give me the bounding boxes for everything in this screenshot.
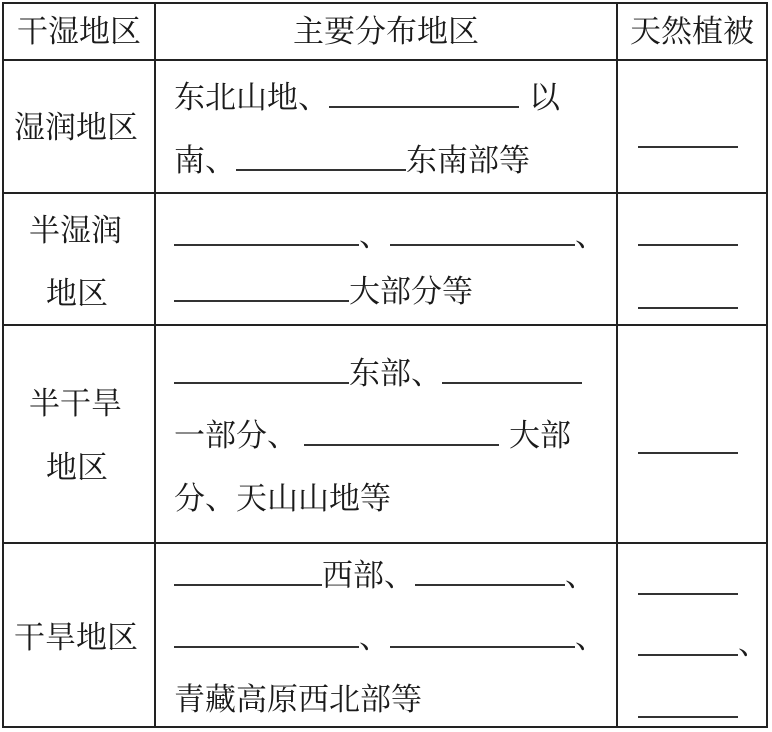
text: 、 <box>359 620 390 656</box>
distribution-line <box>174 416 571 456</box>
header-vegetation: 天然植被 <box>630 14 754 50</box>
text: 东部、 <box>349 356 442 392</box>
answer-blank[interactable] <box>236 143 406 171</box>
distribution-line <box>174 618 606 658</box>
region-subhumid: 地区 <box>46 276 108 312</box>
distribution-line <box>174 78 560 118</box>
text: 东南部等 <box>406 143 530 179</box>
vegetation-separator: 、 <box>738 626 769 662</box>
distribution-line <box>174 141 530 181</box>
vegetation-blank[interactable] <box>638 307 738 309</box>
vegetation-blank[interactable] <box>638 452 738 454</box>
answer-blank[interactable] <box>304 418 499 446</box>
answer-blank[interactable] <box>174 218 359 246</box>
vegetation-blank[interactable] <box>638 146 738 148</box>
distribution-line <box>174 556 596 596</box>
text: 西部、 <box>322 558 415 594</box>
answer-blank[interactable] <box>390 620 575 648</box>
row-divider <box>4 324 766 326</box>
answer-blank[interactable] <box>442 356 582 384</box>
vegetation-blank[interactable] <box>638 593 738 595</box>
column-divider <box>616 4 618 726</box>
text: 东北山地、 <box>174 80 329 116</box>
vegetation-blank[interactable] <box>638 244 738 246</box>
text: 南、 <box>174 143 236 179</box>
distribution-line <box>174 216 606 256</box>
text: 、 <box>575 620 606 656</box>
header-zone: 干湿地区 <box>17 14 141 50</box>
text: 青藏高原西北部等 <box>174 682 422 718</box>
distribution-line <box>174 354 582 394</box>
region-semiarid: 地区 <box>46 450 108 486</box>
text: 、 <box>565 558 596 594</box>
text: 大部分等 <box>349 274 473 310</box>
dryness-wetness-zones-table <box>2 2 768 728</box>
answer-blank[interactable] <box>390 218 575 246</box>
text: 大部 <box>509 418 571 454</box>
answer-blank[interactable] <box>174 620 359 648</box>
region-semiarid: 半干旱 <box>29 386 122 422</box>
distribution-line <box>174 479 391 519</box>
text: 分、天山山地等 <box>174 481 391 517</box>
row-divider <box>4 542 766 544</box>
text: 、 <box>359 218 390 254</box>
header-distribution: 主要分布地区 <box>293 14 479 50</box>
row-divider <box>4 192 766 194</box>
column-divider <box>154 4 156 726</box>
answer-blank[interactable] <box>174 558 322 586</box>
region-subhumid: 半湿润 <box>29 213 122 249</box>
vegetation-blank[interactable] <box>638 654 738 656</box>
distribution-line <box>174 272 473 312</box>
region-humid: 湿润地区 <box>14 110 138 146</box>
answer-blank[interactable] <box>174 356 349 384</box>
text: 一部分、 <box>174 418 298 454</box>
text: 、 <box>575 218 606 254</box>
distribution-line <box>174 680 422 720</box>
text: 以 <box>529 80 560 116</box>
vegetation-blank[interactable] <box>638 716 738 718</box>
region-arid: 干旱地区 <box>14 620 138 656</box>
answer-blank[interactable] <box>174 274 349 302</box>
answer-blank[interactable] <box>329 80 519 108</box>
answer-blank[interactable] <box>415 558 565 586</box>
